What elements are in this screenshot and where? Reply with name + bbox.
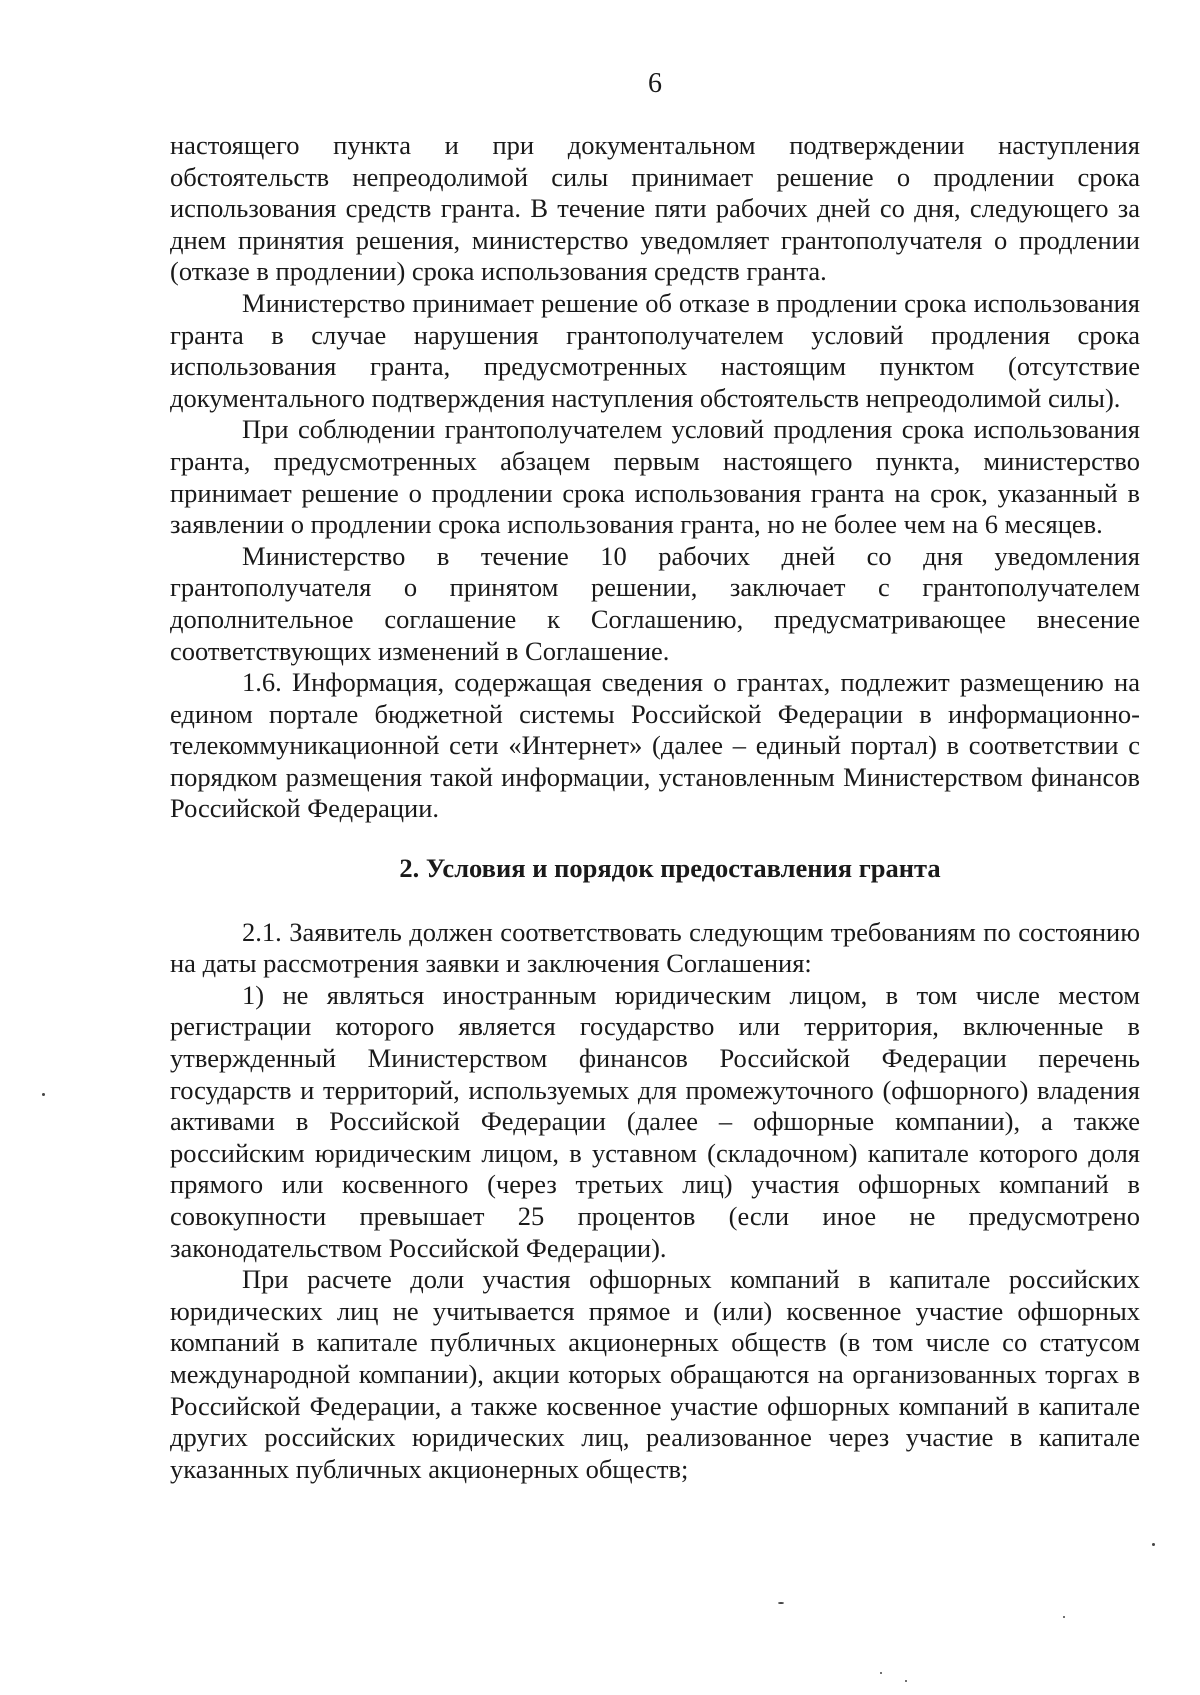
section-heading: 2. Условия и порядок предоставления гранта: [399, 853, 941, 884]
scan-speck: [905, 1680, 907, 1682]
scan-speck: [1063, 1616, 1065, 1618]
paragraph-additional-agreement: Министерство в течение 10 рабочих дней со дня уведомления грантополучателя о принятом решении, заключает с грантополучателем дополнительное соглашение к Соглашению, предусматривающее внесение соответствующих изменений в Соглашение.: [170, 540, 1140, 666]
scan-speck: [42, 1093, 45, 1096]
scan-speck: [1152, 1543, 1155, 1546]
document-body: [170, 130, 1140, 1485]
paragraph-2-1: 2.1. Заявитель должен соответствовать следующим требованиям по состоянию на даты рассмотрения заявки и заключения Соглашения:: [170, 916, 1140, 979]
scan-speck: [778, 1602, 784, 1604]
paragraph-extension: При соблюдении грантополучателем условий продления срока использования гранта, предусмотренных абзацем первым настоящего пункта, министерство принимает решение о продлении срока использования гранта на срок, указанный в заявлении о продлении срока использования гранта, но не более чем на 6 месяцев.: [170, 414, 1140, 540]
paragraph-continuation: настоящего пункта и при документальном подтверждении наступления обстоятельств непреодолимой силы принимает решение о продлении срока использования средств гранта. В течение пяти рабочих дней со дня, следующего за днем принятия решения, министерство уведомляет грантополучателя о продлении (отказе в продлении) срока использования средств гранта.: [170, 130, 1140, 287]
paragraph-offshore-calculation: При расчете доли участия офшорных компаний в капитале российских юридических лиц не учитывается прямое и (или) косвенное участие офшорных компаний в капитале публичных акционерных обществ (в том числе со статусом международной компании), акции которых обращаются на организованных торгах в Российской Федерации, а также косвенное участие офшорных компаний в капитале других российских юридических лиц, реализованное через участие в капитале указанных публичных акционерных обществ;: [170, 1264, 1140, 1484]
page-number: 6: [648, 68, 662, 99]
paragraph-refusal: Министерство принимает решение об отказе в продлении срока использования гранта в случае нарушения грантополучателем условий продления срока использования гранта, предусмотренных настоящим пунктом (отсутствие документального подтверждения наступления обстоятельств непреодолимой силы).: [170, 287, 1140, 413]
paragraph-item-1: 1) не являться иностранным юридическим лицом, в том числе местом регистрации которого является государство или территория, включенные в утвержденный Министерством финансов Российской Федерации перечень государств и территорий, используемых для промежуточного (офшорного) владения активами в Российской Федерации (далее – офшорные компании), а также российским юридическим лицом, в уставном (складочном) капитале которого доля прямого или косвенного (через третьих лиц) участия офшорных компаний в совокупности превышает 25 процентов (если иное не предусмотрено законодательством Российской Федерации).: [170, 979, 1140, 1263]
scan-speck: [880, 1672, 882, 1674]
paragraph-1-6: 1.6. Информация, содержащая сведения о грантах, подлежит размещению на едином портале бюджетной системы Российской Федерации в информационно-телекоммуникационной сети «Интернет» (далее – единый портал) в соответствии с порядком размещения такой информации, установленным Министерством финансов Российской Федерации.: [170, 667, 1140, 824]
